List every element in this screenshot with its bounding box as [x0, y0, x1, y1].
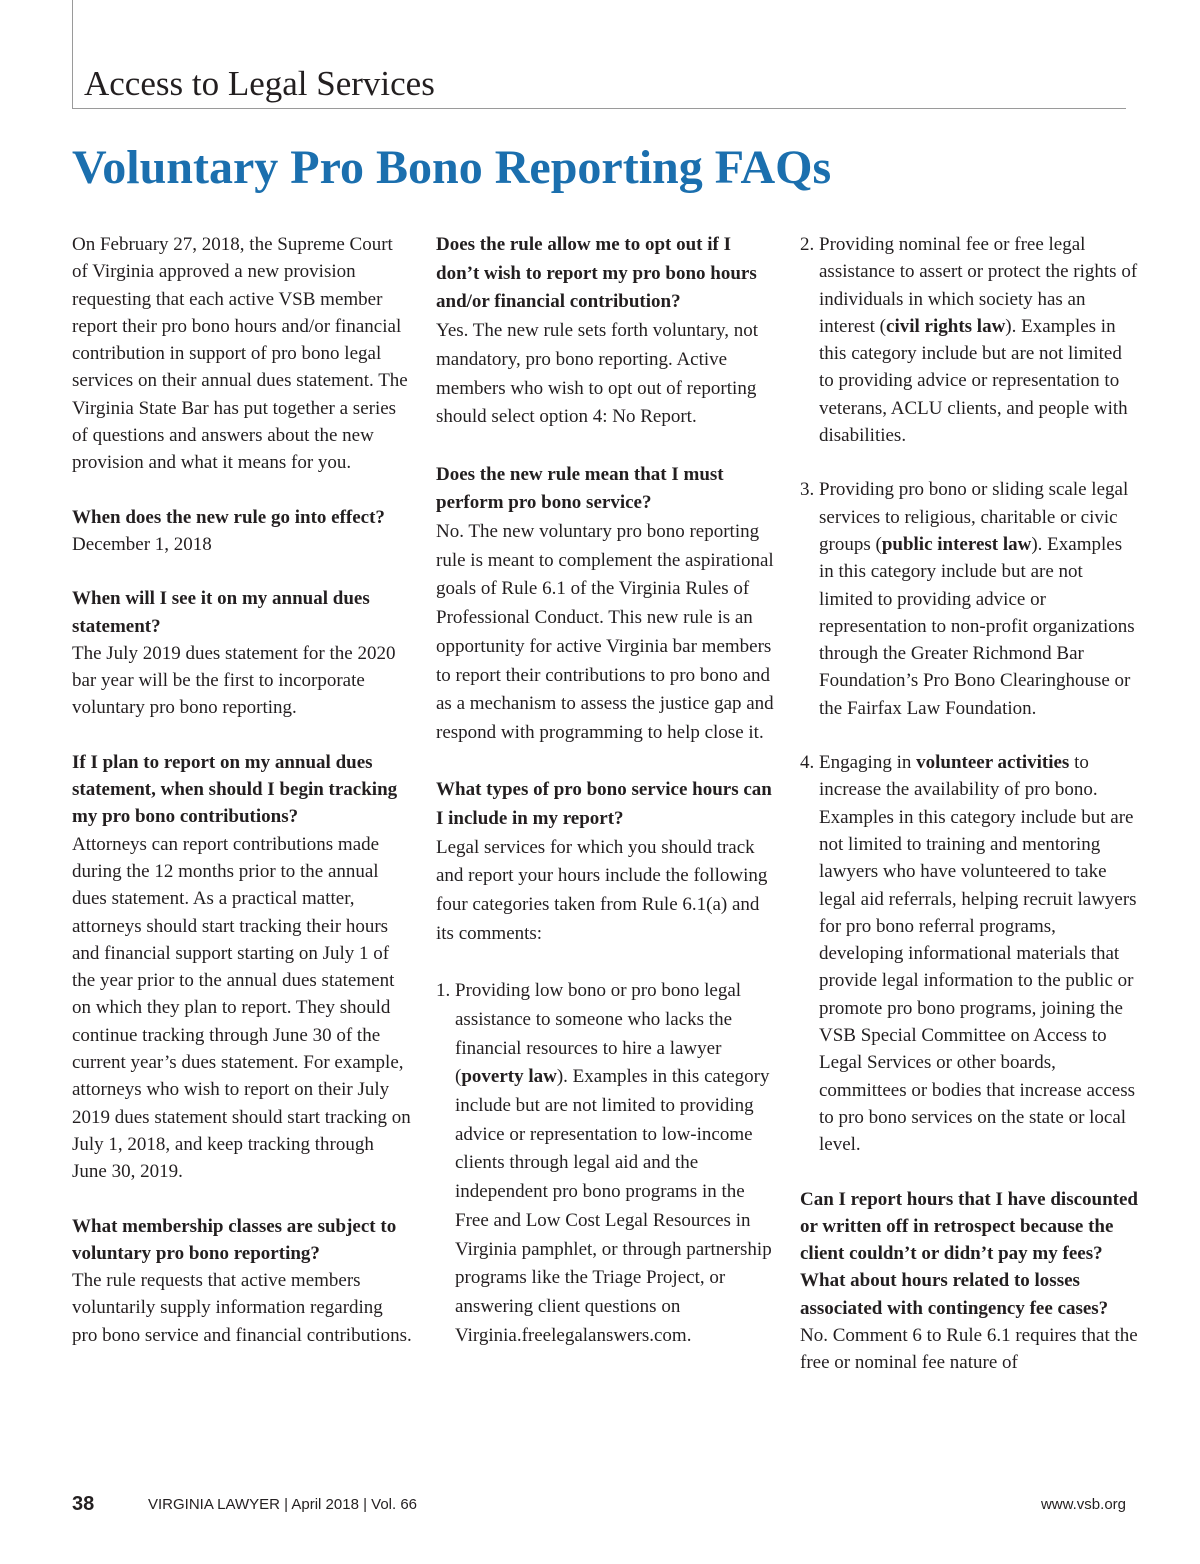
faq-answer: No. The new voluntary pro bono reporting rule is meant to complement the aspirational goals of Rule 6.1 of the Virginia Rules of Professional Conduct. This new rule is an opportunity for active Virginia bar members to report their contributions to pro bono and as a mechanism to assess the justice gap and respond with programming to help close it.	[436, 521, 774, 743]
category-number: 4.	[800, 752, 815, 774]
website-url: www.vsb.org	[1040, 1496, 1126, 1513]
faq-answer: No. Comment 6 to Rule 6.1 requires that the free or nominal fee nature of	[800, 1324, 1138, 1374]
page-title: Voluntary Pro Bono Reporting FAQs	[72, 141, 832, 194]
category-text: Providing pro bono or sliding scale legal services to religious, charitable or civic groups (	[819, 479, 1129, 555]
faq-item	[436, 231, 776, 432]
faq-item	[72, 1213, 412, 1349]
category-number: 3.	[800, 479, 815, 501]
faq-item	[72, 504, 412, 559]
faq-question: Can I report hours that I have discounted or written off in retrospect because the client couldn’t or didn’t pay my fees? What about hours related to losses associated with contingency fee cases?	[800, 1188, 1138, 1319]
faq-question: If I plan to report on my annual dues statement, when should I begin tracking my pro bono contributions?	[72, 751, 398, 828]
category-text: ). Examples in this category include but are not limited to providing advice or representation to veterans, ACLU clients, and people with disabilities.	[819, 315, 1128, 447]
category-text: to increase the availability of pro bono. Examples in this category include but are not limited to training and mentoring lawyers who have volunteered to take legal aid referrals, helping recruit lawyers for pro bono referral programs, developing informational materials that provide legal information to the public or promote pro bono programs, joining the VSB Special Committee on Access to Legal Services or other boards, committees or bodies that increase access to pro bono services on the state or local level.	[819, 752, 1137, 1156]
faq-question: When will I see it on my annual dues statement?	[72, 588, 370, 637]
column-1	[72, 231, 412, 1349]
faq-answer: Yes. The new rule sets forth voluntary, not mandatory, pro bono reporting. Active members who wish to opt out of reporting should select option 4: No Report.	[436, 320, 759, 428]
faq-question: What types of pro bono service hours can I include in my report?	[436, 779, 772, 830]
category-item-poverty-law	[436, 977, 776, 1350]
category-number: 2.	[800, 234, 815, 255]
category-keyword: poverty law	[461, 1066, 557, 1088]
faq-answer: Legal services for which you should track and report your hours include the following four categories taken from Rule 6.1(a) and its comments:	[436, 836, 768, 944]
publication-info: VIRGINIA LAWYER | April 2018 | Vol. 66	[148, 1496, 418, 1513]
faq-item	[72, 749, 412, 1186]
category-item-volunteer-activities	[800, 749, 1140, 1158]
intro-paragraph: On February 27, 2018, the Supreme Court of Virginia approved a new provision requesting that each active VSB member report their pro bono hours and/or financial contribution in support of pro bono legal services on their annual dues statement. The Virginia State Bar has put together a series of questions and answers about the new provision and what it means for you.	[72, 234, 408, 474]
faq-question: Does the new rule mean that I must perform pro bono service?	[436, 463, 724, 514]
category-item-civil-rights-law	[800, 231, 1140, 449]
header-horizontal-rule	[72, 108, 1126, 109]
faq-question: When does the new rule go into effect?	[72, 506, 385, 528]
category-keyword: civil rights law	[886, 315, 1006, 337]
category-text: Engaging in	[819, 752, 917, 774]
column-3	[800, 231, 1140, 1377]
page-number: 38	[72, 1493, 95, 1515]
category-text: Providing low bono or pro bono legal assistance to someone who lacks the financial resources to hire a lawyer (	[455, 980, 742, 1088]
faq-answer: December 1, 2018	[72, 533, 212, 555]
category-keyword: volunteer activities	[916, 752, 1070, 774]
category-text: Providing nominal fee or free legal assistance to assert or protect the rights of individuals in which society has an interest (	[819, 234, 1138, 337]
faq-question: Does the rule allow me to opt out if I don’t wish to report my pro bono hours and/or financial contribution?	[436, 234, 757, 313]
faq-answer: The July 2019 dues statement for the 2020 bar year will be the first to incorporate voluntary pro bono reporting.	[72, 642, 396, 719]
category-number: 1.	[436, 980, 451, 1002]
category-text: ). Examples in this category include but are not limited to providing advice or representation to non-profit organizations through the Greater Richmond Bar Foundation’s Pro Bono Clearinghouse or the Fairfax Law Foundation.	[819, 533, 1135, 719]
category-text: ). Examples in this category include but are not limited to providing advice or representation to low-income clients through legal aid and the independent pro bono programs in the Free and Low Cost Legal Resources in Virginia pamphlet, or through partnership programs like the Triage Project, or answering client questions on Virginia.freelegalanswers.com.	[455, 1066, 772, 1346]
faq-question: What membership classes are subject to voluntary pro bono reporting?	[72, 1215, 397, 1264]
faq-item	[436, 461, 776, 748]
category-item-public-interest-law	[800, 476, 1140, 722]
faq-answer: Attorneys can report contributions made during the 12 months prior to the annual dues statement. As a practical matter, attorneys should start tracking their hours and financial support starting on July 1 of the year prior to the annual dues statement on which they plan to report. They should continue tracking through June 30 of the current year’s dues statement. For example, attorneys who wish to report on their July 2019 dues statement should start tracking on July 1, 2018, and keep tracking through June 30, 2019.	[72, 833, 411, 1183]
faq-item	[436, 776, 776, 948]
header-vertical-rule	[72, 0, 73, 108]
section-label: Access to Legal Services	[84, 64, 435, 103]
column-2	[436, 231, 776, 1350]
faq-item	[800, 1186, 1140, 1377]
faq-item	[72, 585, 412, 721]
category-keyword: public interest law	[881, 533, 1032, 555]
faq-answer: The rule requests that active members voluntarily supply information regarding pro bono service and financial contributions.	[72, 1270, 412, 1346]
